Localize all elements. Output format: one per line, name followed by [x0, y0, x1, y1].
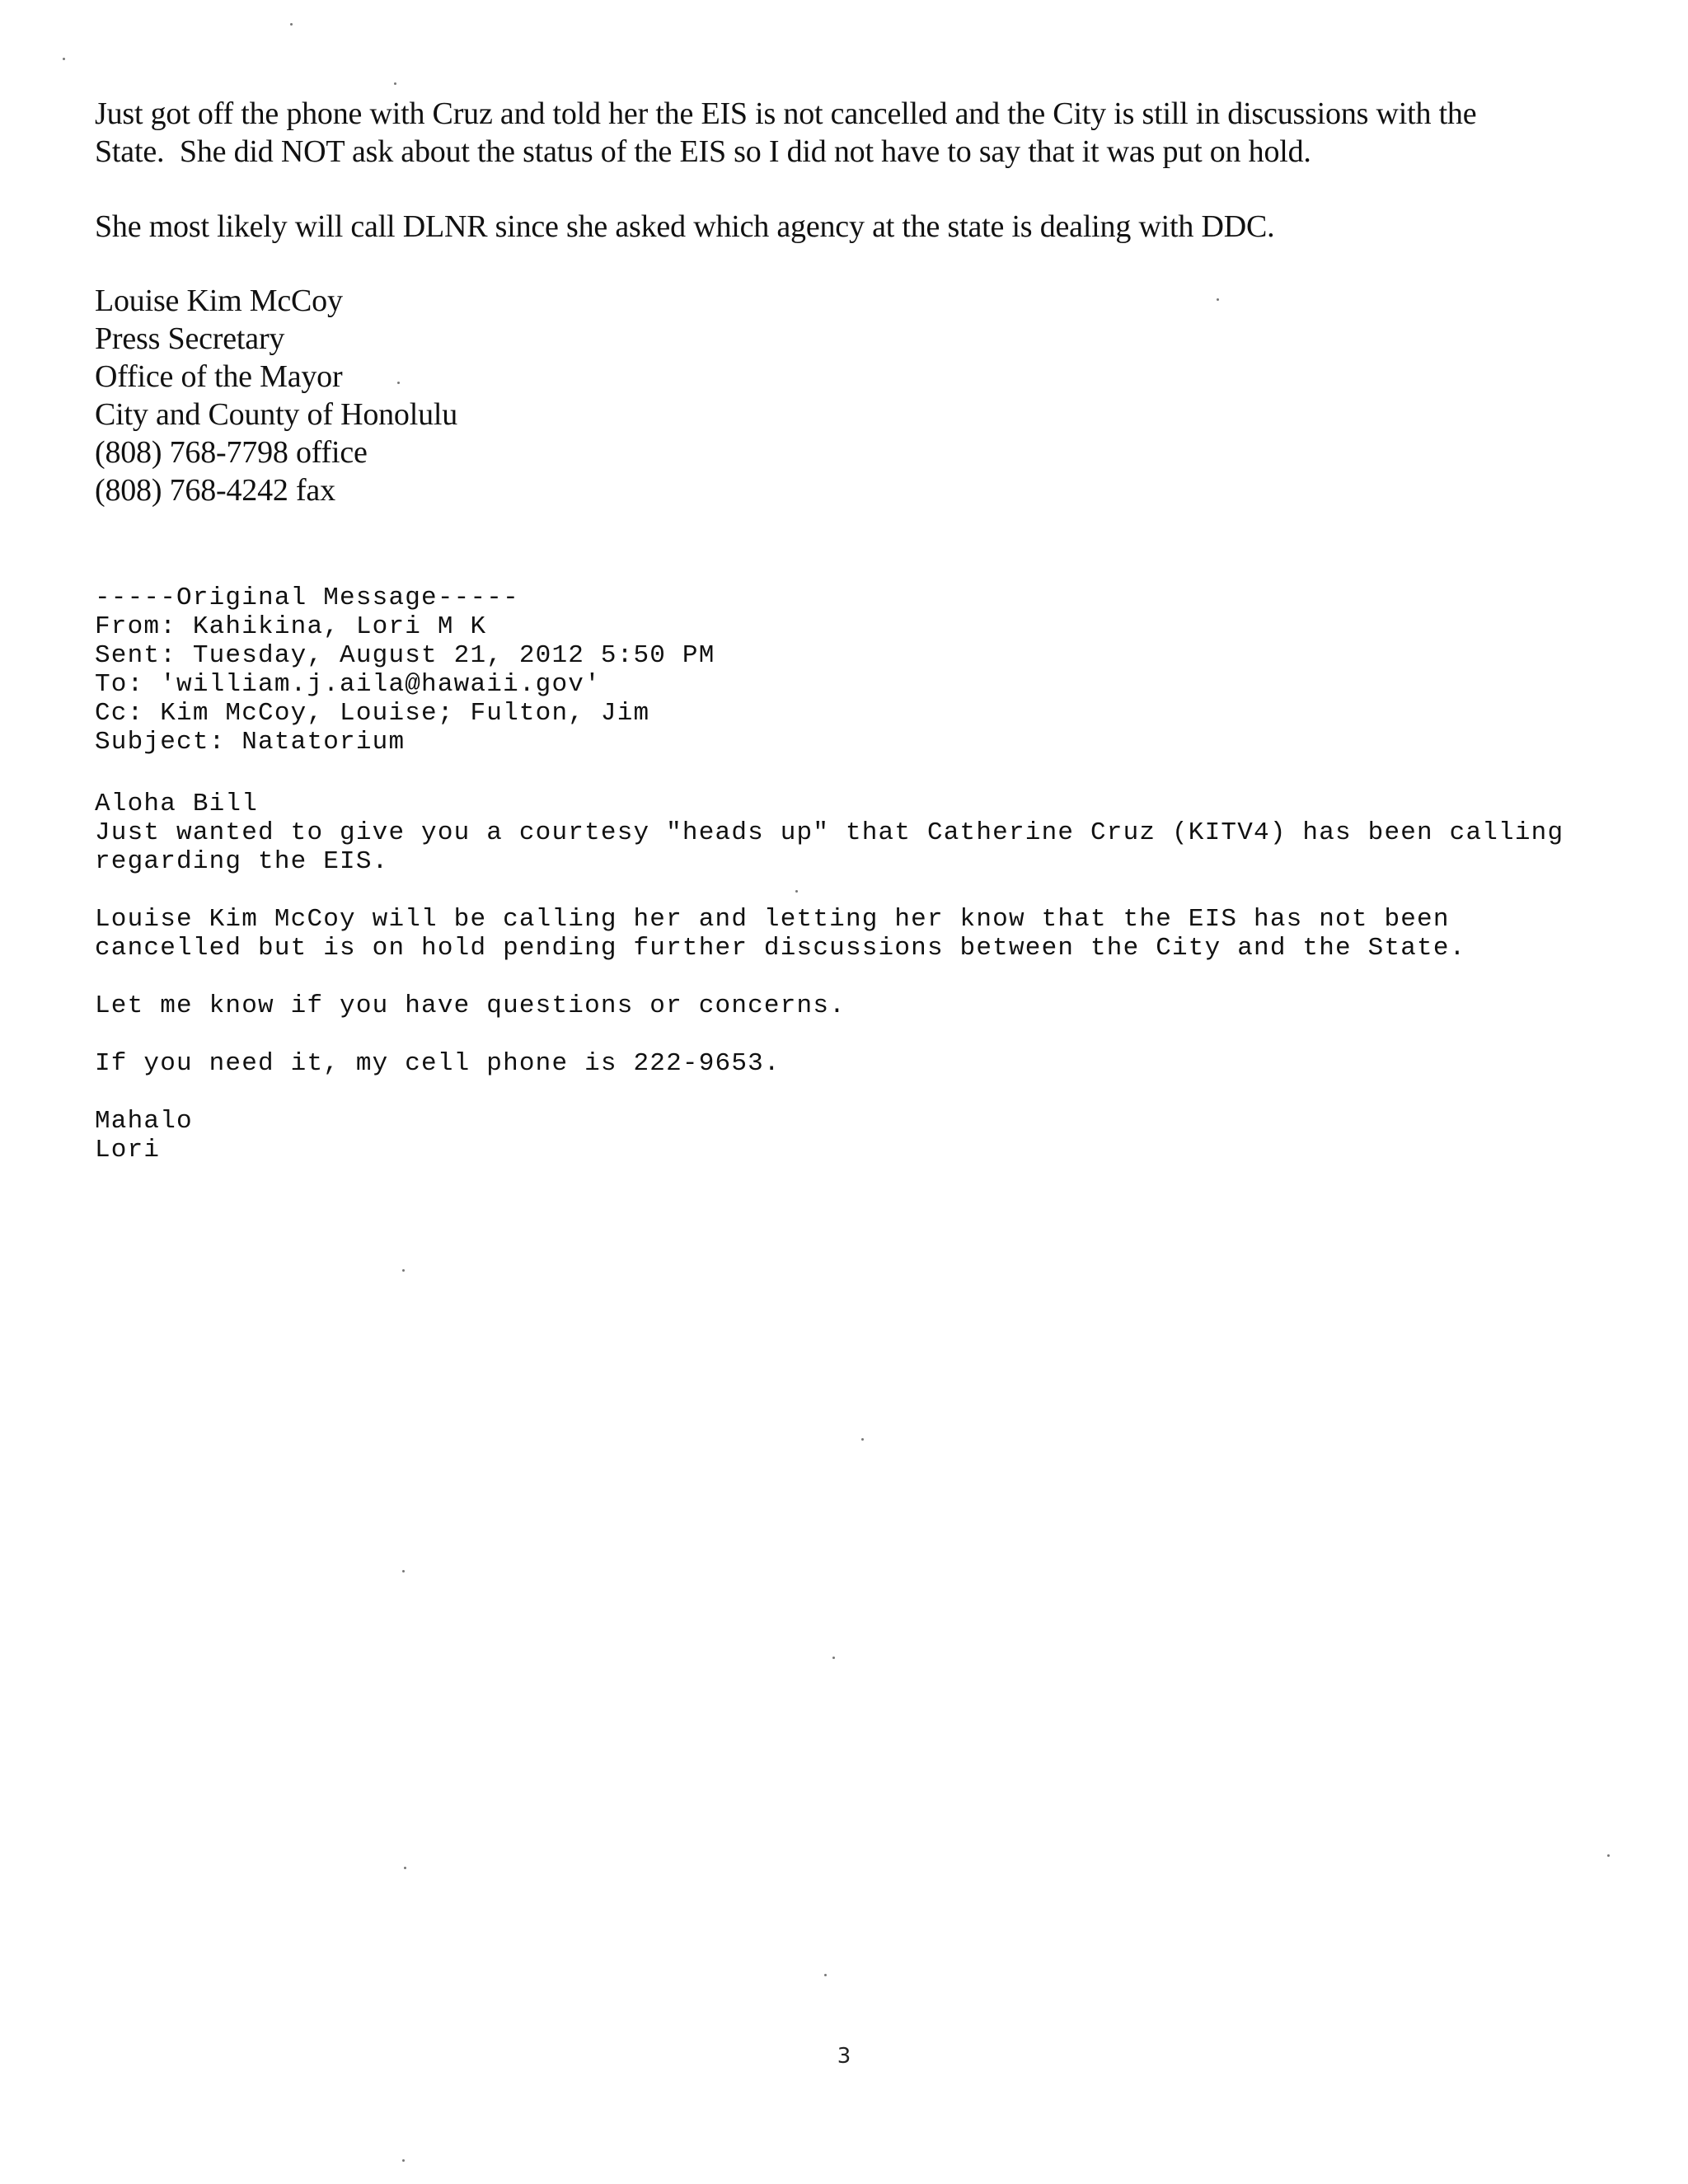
reply-paragraph-1-line: State. She did NOT ask about the status of the EIS so I did not have to say that it was put on hold. — [95, 134, 1311, 169]
original-cc: Cc: Kim McCoy, Louise; Fulton, Jim — [95, 699, 650, 728]
reply-paragraph-1 — [95, 95, 1603, 171]
original-closing: Mahalo — [95, 1107, 193, 1136]
reply-paragraph-1-line: Just got off the phone with Cruz and told her the EIS is not cancelled and the City is still in discussions with the — [95, 96, 1477, 131]
paragraph-gap — [95, 1078, 1564, 1107]
scan-speck — [290, 23, 293, 26]
signature-title: Press Secretary — [95, 321, 285, 356]
signature-name: Louise Kim McCoy — [95, 284, 343, 318]
scan-speck — [402, 1570, 405, 1572]
original-from: From: Kahikina, Lori M K — [95, 612, 487, 641]
original-paragraph-3: Let me know if you have questions or concerns. — [95, 991, 846, 1020]
original-greeting: Aloha Bill — [95, 790, 259, 818]
original-subject: Subject: Natatorium — [95, 728, 406, 757]
original-paragraph-2-line: Louise Kim McCoy will be calling her and letting her know that the EIS has not been — [95, 905, 1450, 934]
scan-speck — [63, 58, 65, 60]
original-message-separator: -----Original Message----- — [95, 583, 519, 612]
scan-speck — [824, 1974, 827, 1976]
original-paragraph-2-line: cancelled but is on hold pending further discussions between the City and the State. — [95, 934, 1466, 963]
signature-office: Office of the Mayor — [95, 359, 343, 394]
original-paragraph-1-line: regarding the EIS. — [95, 847, 389, 876]
email-signature — [95, 282, 457, 509]
scan-speck — [402, 1269, 405, 1272]
scan-speck — [397, 382, 400, 384]
scan-speck — [795, 890, 798, 893]
signature-organization: City and County of Honolulu — [95, 397, 458, 432]
paragraph-gap — [95, 963, 1564, 991]
scan-speck — [1217, 298, 1219, 301]
original-message-header — [95, 583, 715, 757]
paragraph-gap — [95, 876, 1564, 905]
signature-phone: (808) 768-7798 office — [95, 435, 368, 470]
paragraph-gap — [95, 1020, 1564, 1049]
signature-fax: (808) 768-4242 fax — [95, 473, 335, 508]
page-number: 3 — [837, 2044, 851, 2069]
original-sender-name: Lori — [95, 1136, 161, 1165]
scan-speck — [394, 82, 396, 85]
original-paragraph-1-line: Just wanted to give you a courtesy "heads up" that Catherine Cruz (KITV4) has been calling — [95, 818, 1564, 847]
scan-speck — [1607, 1854, 1610, 1857]
original-paragraph-4: If you need it, my cell phone is 222-9653. — [95, 1049, 781, 1078]
scan-speck — [861, 1438, 864, 1441]
reply-paragraph-2 — [95, 208, 1274, 246]
original-to: To: 'william.j.aila@hawaii.gov' — [95, 670, 601, 699]
scan-speck — [404, 1867, 406, 1869]
original-message-body — [95, 790, 1564, 1165]
scan-speck — [832, 1657, 835, 1659]
reply-paragraph-2-line: She most likely will call DLNR since she asked which agency at the state is dealing with DDC. — [95, 209, 1275, 244]
scan-speck — [402, 2159, 405, 2162]
original-sent: Sent: Tuesday, August 21, 2012 5:50 PM — [95, 641, 715, 670]
